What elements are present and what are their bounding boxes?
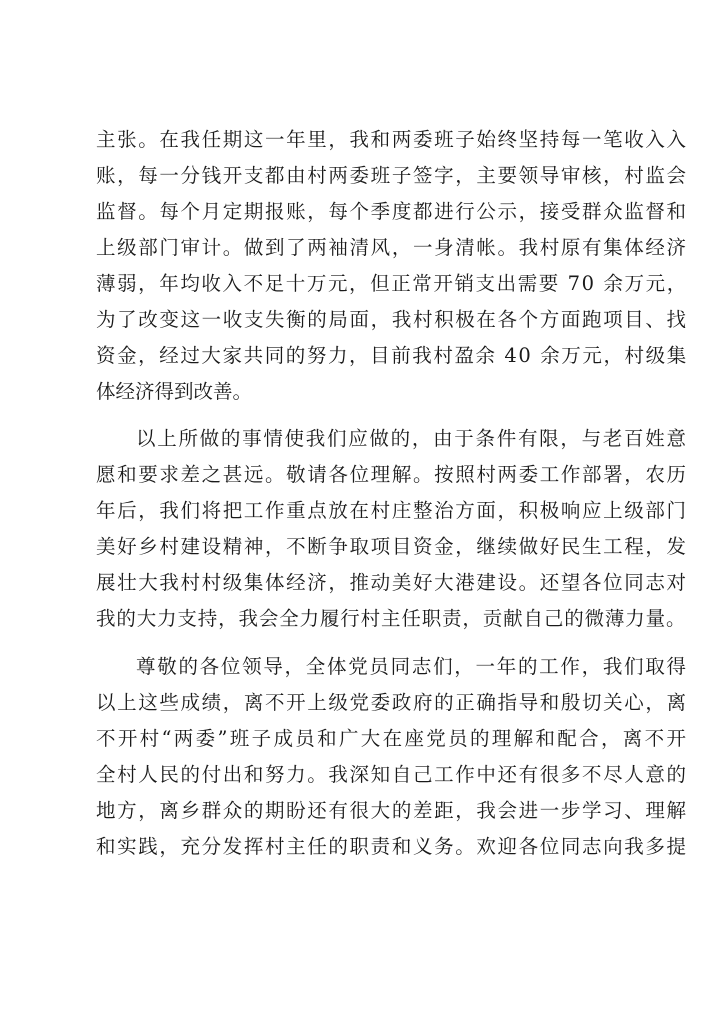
text-line: 监督。每个月定期报账，每个季度都进行公示，接受群众监督和	[96, 200, 688, 223]
text-line: 展壮大我村村级集体经济，推动美好大港建设。还望各位同志对	[96, 571, 688, 594]
text-line: 资金，经过大家共同的努力，目前我村盈余 40 余万元，村级集	[96, 344, 688, 367]
text-line: 为了改变这一收支失衡的局面，我村积极在各个方面跑项目、找	[96, 308, 688, 331]
text-line: 账，每一分钱开支都由村两委班子签字，主要领导审核，村监会	[96, 164, 688, 187]
text-line: 全村人民的付出和努力。我深知自己工作中还有很多不尽人意的	[96, 763, 688, 786]
text-line: 我的大力支持，我会全力履行村主任职责，贡献自己的微薄力量。	[96, 607, 687, 630]
text-line: 以上这些成绩，离不开上级党委政府的正确指导和殷切关心，离	[96, 691, 688, 714]
text-line: 和实践，充分发挥村主任的职责和义务。欢迎各位同志向我多提	[96, 835, 688, 858]
text-line: 主张。在我任期这一年里，我和两委班子始终坚持每一笔收入入	[96, 128, 688, 151]
text-line: 地方，离乡群众的期盼还有很大的差距，我会进一步学习、理解	[96, 799, 688, 822]
text-line: 不开村“两委”班子成员和广大在座党员的理解和配合，离不开	[96, 727, 689, 750]
text-line: 薄弱，年均收入不足十万元，但正常开销支出需要 70 余万元，	[96, 272, 688, 295]
text-line: 尊敬的各位领导，全体党员同志们，一年的工作，我们取得	[136, 655, 688, 678]
text-line: 愿和要求差之甚远。敬请各位理解。按照村两委工作部署，农历	[96, 463, 688, 486]
text-line: 年后，我们将把工作重点放在村庄整治方面，积极响应上级部门	[96, 499, 688, 522]
text-line: 上级部门审计。做到了两袖清风，一身清帐。我村原有集体经济	[96, 236, 688, 259]
text-line: 美好乡村建设精神，不断争取项目资金，继续做好民生工程，发	[96, 535, 688, 558]
text-line: 体经济得到改善。	[96, 380, 253, 403]
text-line: 以上所做的事情使我们应做的，由于条件有限，与老百姓意	[136, 427, 688, 450]
